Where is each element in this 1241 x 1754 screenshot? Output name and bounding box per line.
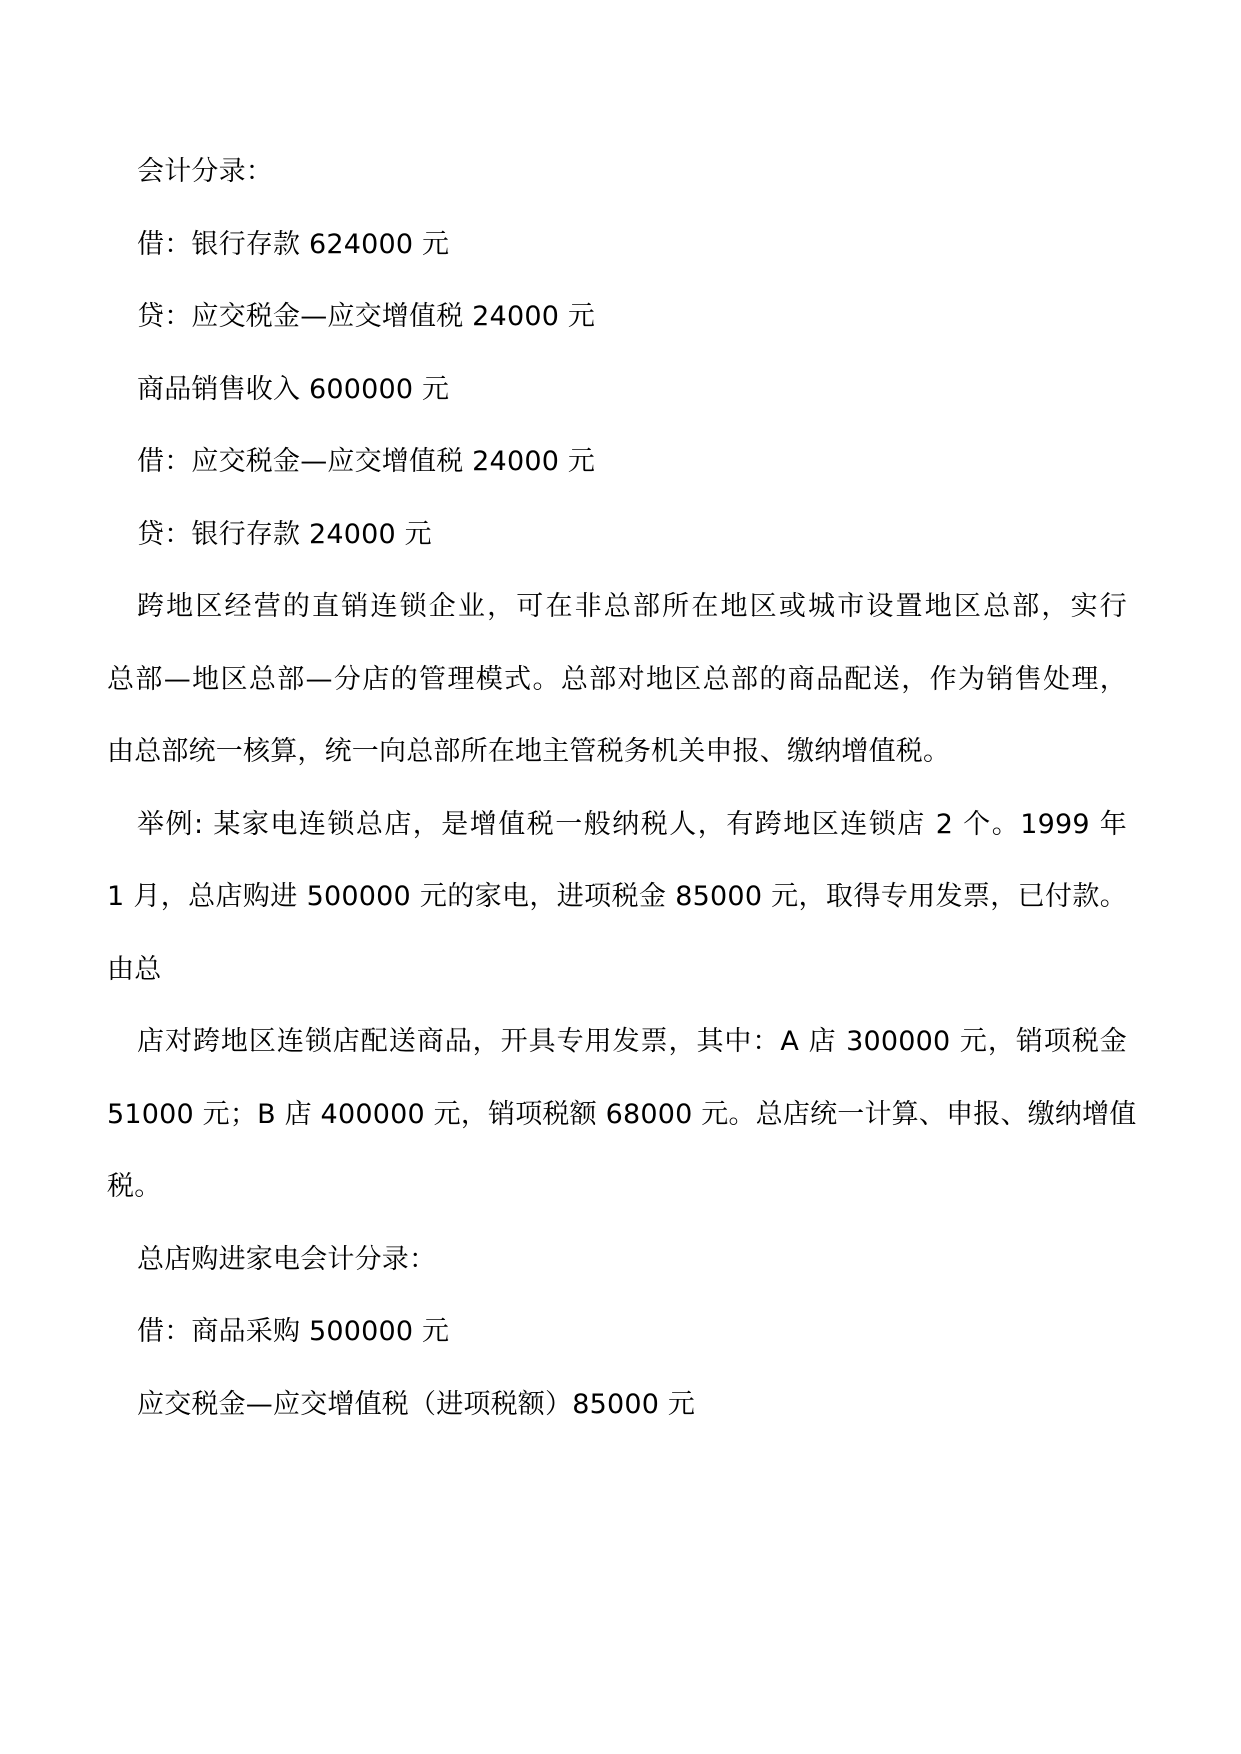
heading-purchase-entry: 总店购进家电会计分录：: [137, 1244, 437, 1275]
example-line-3: 由总: [107, 954, 162, 985]
entry-input-vat: 应交税金—应交增值税（进项税额）85000 元: [137, 1389, 696, 1420]
paragraph-cross-region-line-1: 跨地区经营的直销连锁企业，可在非总部所在地区或城市设置地区总部，实行: [137, 591, 1127, 622]
paragraph-cross-region-line-3: 由总部统一核算，统一向总部所在地主管税务机关申报、缴纳增值税。: [107, 736, 951, 767]
entry-sales-revenue: 商品销售收入 600000 元: [137, 374, 450, 405]
distribution-line-2: 51000 元；B 店 400000 元，销项税额 68000 元。总店统一计算、申报、缴纳增值: [107, 1099, 1137, 1130]
entry-credit-vat: 贷：应交税金—应交增值税 24000 元: [137, 301, 596, 332]
paragraph-cross-region-line-2: 总部—地区总部—分店的管理模式。总部对地区总部的商品配送，作为销售处理，: [107, 664, 1127, 695]
entry-debit-vat: 借：应交税金—应交增值税 24000 元: [137, 446, 596, 477]
heading-accounting-entry: 会计分录：: [137, 156, 273, 187]
entry-credit-bank-deposit: 贷：银行存款 24000 元: [137, 519, 432, 550]
distribution-line-1: 店对跨地区连锁店配送商品，开具专用发票，其中：A 店 300000 元，销项税金: [137, 1026, 1127, 1057]
example-line-1: 举例: 某家电连锁总店，是增值税一般纳税人，有跨地区连锁店 2 个。1999 年: [137, 809, 1127, 840]
example-line-2: 1 月，总店购进 500000 元的家电，进项税金 85000 元，取得专用发票，已付款。: [107, 881, 1127, 912]
distribution-line-3: 税。: [107, 1171, 162, 1202]
entry-debit-bank-deposit: 借：银行存款 624000 元: [137, 229, 450, 260]
entry-debit-purchase: 借：商品采购 500000 元: [137, 1316, 450, 1347]
